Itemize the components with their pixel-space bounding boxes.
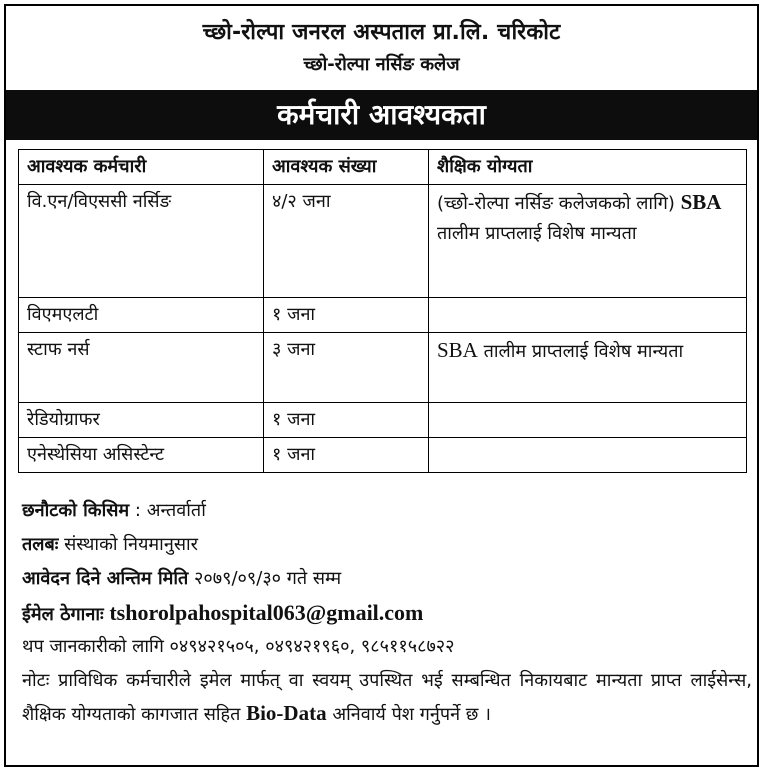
salary-value: संस्थाको नियमानुसार xyxy=(64,534,199,555)
details-section xyxy=(22,494,752,731)
sba-label: SBA xyxy=(680,190,722,214)
table-row xyxy=(19,403,747,438)
qualification-text: (च्छो-रोल्पा नर्सिङ कलेजकको लागि) xyxy=(437,193,675,214)
position-cell: एनेस्थेसिया असिस्टेन्ट xyxy=(19,438,264,473)
hospital-title: च्छो-रोल्पा जनरल अस्पताल प्रा.लि. चरिकोट xyxy=(202,20,561,45)
email-label: ईमेल ठेगानाः xyxy=(22,604,104,625)
salary-label: तलबः xyxy=(22,534,59,555)
count-cell: १ जना xyxy=(264,298,429,333)
note-paragraph xyxy=(22,664,752,731)
notice-frame xyxy=(4,4,759,767)
count-cell: ३ जना xyxy=(264,333,429,403)
count-cell: १ जना xyxy=(264,403,429,438)
position-cell: विएमएलटी xyxy=(19,298,264,333)
deadline-value: २०७९/०९/३० गते सम्म xyxy=(194,568,342,589)
college-subtitle: च्छो-रोल्पा नर्सिङ कलेज xyxy=(303,54,460,75)
selection-value: : अन्तर्वार्ता xyxy=(134,500,206,521)
note-end: अनिवार्य पेश गर्नुपर्ने छ । xyxy=(332,704,491,725)
sba-label: SBA xyxy=(437,338,478,362)
vacancy-banner: कर्मचारी आवश्यकता xyxy=(6,90,757,140)
qualification-text: तालीम प्राप्तलाई विशेष मान्यता xyxy=(437,223,637,244)
column-header-position: आवश्यक कर्मचारी xyxy=(19,150,264,185)
qualification-cell xyxy=(429,185,747,298)
table-row xyxy=(19,438,747,473)
position-cell: वि.एन/विएससी नर्सिङ xyxy=(19,185,264,298)
qualification-cell xyxy=(429,403,747,438)
position-cell: रेडियोग्राफर xyxy=(19,403,264,438)
requirements-table xyxy=(18,149,747,473)
salary-line xyxy=(22,528,752,562)
column-header-count: आवश्यक संख्या xyxy=(264,150,429,185)
count-cell: ४/२ जना xyxy=(264,185,429,298)
count-cell: १ जना xyxy=(264,438,429,473)
column-header-qualification: शैक्षिक योग्यता xyxy=(429,150,747,185)
table-row xyxy=(19,333,747,403)
table-row xyxy=(19,298,747,333)
selection-label: छनौटको किसिम xyxy=(22,500,130,521)
contact-line: थप जानकारीको लागि ०४९४२१५०५, ०४९४२१९६०, ९८५११५८७२२ xyxy=(22,636,455,657)
bio-data-label: Bio-Data xyxy=(246,701,327,725)
qualification-cell xyxy=(429,438,747,473)
email-address[interactable]: tshorolpahospital063@gmail.com xyxy=(109,600,424,625)
deadline-line xyxy=(22,562,752,596)
qualification-cell xyxy=(429,333,747,403)
qualification-text: तालीम प्राप्तलाई विशेष मान्यता xyxy=(483,341,684,362)
table-header-row xyxy=(19,150,747,185)
note-text: नोटः प्राविधिक कर्मचारीले इमेल मार्फत् वा स्वयम् उपस्थित भई सम्बन्धित निकायबाट मान्यता प्राप्त लाईसेन्स, शैक्षिक योग्यताको कागजात सहित xyxy=(22,670,752,725)
selection-line xyxy=(22,494,752,528)
table-row xyxy=(19,185,747,298)
qualification-cell xyxy=(429,298,747,333)
position-cell: स्टाफ नर्स xyxy=(19,333,264,403)
deadline-label: आवेदन दिने अन्तिम मिति xyxy=(22,568,189,589)
email-line xyxy=(22,596,752,630)
